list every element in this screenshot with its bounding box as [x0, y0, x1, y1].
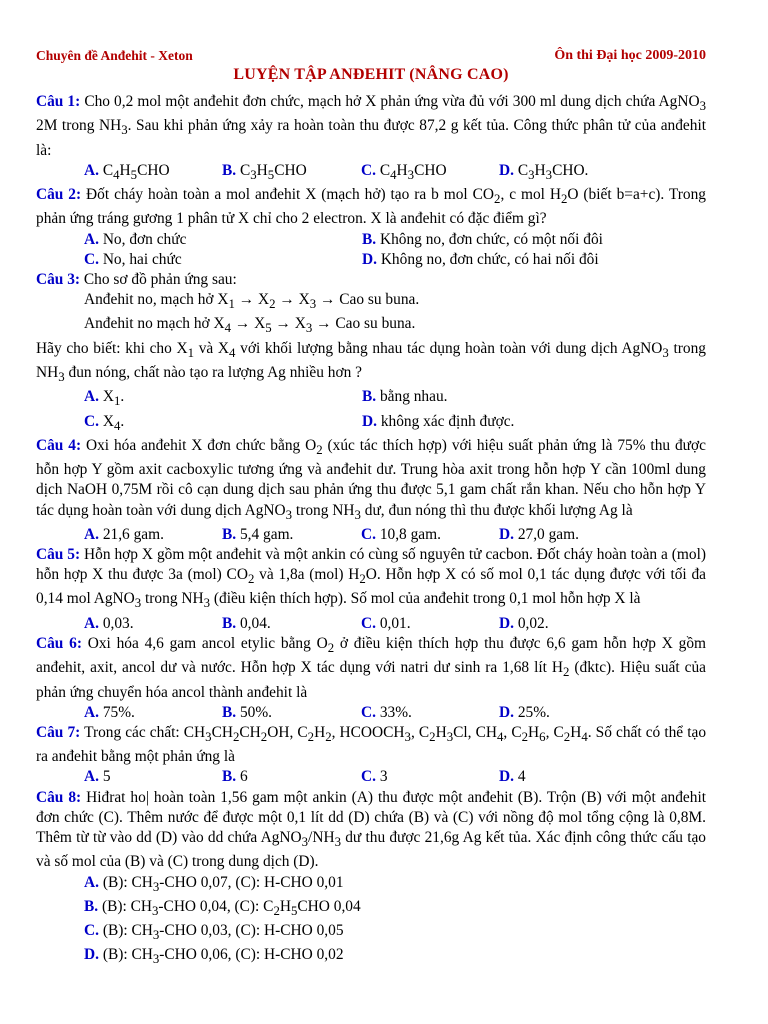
answer-option-a	[84, 387, 362, 411]
option-key: D.	[362, 412, 377, 430]
question-5	[36, 545, 706, 634]
answer-option-a	[84, 230, 362, 250]
answer-options	[36, 161, 706, 185]
answer-options	[36, 387, 706, 436]
option-key: D.	[84, 946, 99, 964]
reaction-scheme-line: Anđehit no, mạch hở $X_1 \to X_2 \to X_3$ → Cao su buna.	[84, 291, 420, 312]
option-key: B.	[222, 614, 237, 632]
question-body: Hiđrat ho| hoàn toàn 1,56 gam một ankin (A) thu được một anđehit (B). Trộn (B) với một anđehit đơn chức (C). Thêm nước để được một 0,1 lít dd (D) chứa (B) và (C) với nồng độ mol tổng cộng là 0,8M. Thêm từ từ vào dd (D) vào dd chứa $AgNO_3/NH_3$ dư thu được 21,6g Ag kết tủa. Xác định công thức cấu tạo và số mol của (B) và (C) trong dung dịch (D).	[36, 788, 706, 871]
option-value: (B): $CH_3$-CHO 0,04, (C): $C_2H_5CHO$ 0,04	[98, 897, 361, 918]
answer-option-c	[84, 921, 706, 945]
question-text	[36, 270, 706, 290]
question-2	[36, 185, 706, 270]
question-text	[36, 545, 706, 614]
question-text	[36, 788, 706, 873]
answer-option-b	[84, 897, 706, 921]
question-7	[36, 723, 706, 788]
question-label: Câu 2:	[36, 186, 82, 204]
answer-option-b	[222, 703, 361, 723]
option-value: $C_3H_3CHO$.	[513, 161, 589, 182]
option-value: $C_4H_3CHO$	[375, 161, 447, 182]
question-text	[36, 185, 706, 229]
option-value: $X_1$.	[98, 388, 125, 409]
option-key: C.	[361, 614, 376, 632]
option-key: B.	[222, 161, 237, 179]
answer-options	[36, 703, 706, 723]
option-key: C.	[84, 250, 99, 268]
option-value: không xác định được.	[376, 412, 515, 430]
answer-option-b	[222, 161, 361, 185]
option-key: A.	[84, 614, 99, 632]
answer-option-c	[84, 250, 362, 270]
answer-option-c	[361, 703, 499, 723]
answer-option-c	[361, 161, 499, 185]
option-key: A.	[84, 703, 99, 721]
answer-option-d	[362, 412, 706, 436]
question-label: Câu 3:	[36, 270, 81, 288]
page-header	[36, 0, 706, 63]
answer-option-d	[499, 767, 706, 787]
option-key: D.	[499, 614, 514, 632]
page-title: LUYỆN TẬP ANĐEHIT (NÂNG CAO)	[233, 66, 509, 83]
question-text	[36, 92, 706, 161]
header-exam: Ôn thi Đại học 2009-2010	[554, 48, 706, 63]
question-label: Câu 1:	[36, 93, 81, 110]
question-label: Câu 7:	[36, 723, 81, 741]
option-value: 5,4 gam.	[236, 525, 294, 543]
answer-options	[36, 614, 706, 634]
option-key: D.	[499, 161, 514, 179]
option-value: 21,6 gam.	[98, 525, 164, 543]
option-value: 5	[98, 768, 111, 786]
option-value: 0,02.	[513, 614, 549, 632]
question-body: Trong các chất: $CH_3CH_2CH_2OH$, $C_2H_2$, $HCOOCH_3$, $C_2H_3Cl$, $CH_4$, $C_2H_6$, $C_2H_4$. Số chất có thể tạo ra anđehit bằng một phản ứng là	[36, 723, 707, 766]
question-text	[36, 634, 706, 703]
question-label: Câu 8:	[36, 788, 82, 806]
question-body: Cho sơ đồ phản ứng sau:	[80, 270, 237, 288]
answer-option-c	[361, 767, 499, 787]
option-key: A.	[84, 873, 99, 891]
option-value: 25%.	[513, 703, 550, 721]
option-value: 4	[513, 768, 526, 786]
question-list	[36, 92, 706, 970]
question-body: Đốt cháy hoàn toàn a mol anđehit X (mạch hở) tạo ra b mol $CO_2$, c mol $H_2O$ (biết b=a+c). Trong phản ứng tráng gương 1 phân tử X chỉ cho 2 electron. X là anđehit có đặc điểm gì?	[36, 186, 706, 228]
question-6	[36, 634, 706, 723]
question-text	[36, 723, 706, 767]
question-8	[36, 788, 706, 970]
option-value: (B): $CH_3$-CHO 0,03, (C): H-CHO 0,05	[98, 922, 344, 943]
option-key: A.	[84, 161, 99, 179]
option-value: No, đơn chức	[98, 230, 187, 248]
option-value: $X_4$.	[98, 412, 125, 433]
question-label: Câu 4:	[36, 436, 82, 454]
option-value: 33%.	[375, 703, 412, 721]
option-key: C.	[361, 768, 376, 786]
answer-options	[36, 525, 706, 545]
answer-option-c	[84, 412, 362, 436]
option-value: Không no, đơn chức, có một nối đôi	[376, 230, 603, 248]
option-key: A.	[84, 768, 99, 786]
answer-option-d	[84, 945, 706, 969]
answer-option-d	[499, 614, 706, 634]
option-key: D.	[499, 525, 514, 543]
question-body: Cho 0,2 mol một anđehit đơn chức, mạch hở X phản ứng vừa đủ với 300 ml dung dịch chứa AgNO$_3$ 2M trong $NH_3$. Sau khi phản ứng xảy ra hoàn toàn thu được 87,2 g kết tủa. Công thức phân tử của anđehit là:	[36, 93, 706, 159]
answer-option-a	[84, 873, 706, 897]
question-text-continued: Hãy cho biết: khi cho $X_1$ và $X_4$ với khối lượng bằng nhau tác dụng hoàn toàn với dung dịch AgNO$_3$ trong $NH_3$ đun nóng, chất nào tạo ra lượng Ag nhiều hơn ?	[36, 339, 706, 385]
answer-option-b	[222, 525, 361, 545]
answer-option-a	[84, 614, 222, 634]
answer-option-d	[362, 250, 706, 270]
answer-option-b	[362, 230, 706, 250]
option-value: 0,03.	[98, 614, 134, 632]
option-value: 0,04.	[236, 614, 271, 632]
option-key: C.	[361, 161, 376, 179]
option-value: 27,0 gam.	[513, 525, 579, 543]
header-topic: Chuyên đề Anđehit - Xeton	[36, 48, 193, 63]
option-key: C.	[84, 922, 99, 940]
answer-option-a	[84, 161, 222, 185]
question-body: Oxi hóa anđehit X đơn chức bằng $O_2$ (xúc tác thích hợp) với hiệu suất phản ứng là 75% thu được hỗn hợp Y gồm axit cacboxylic tương ứng và anđehit dư. Trung hòa axit trong hỗn hợp Y cần 100ml dung dịch NaOH 0,75M rồi cô cạn dung dịch sau phản ứng thu được 5,1 gam chất rắn khan. Nếu cho hỗn hợp Y tác dụng hoàn toàn với dung dịch AgNO$_3$ trong $NH_3$ dư, đun nóng thì thu được khối lượng Ag là	[36, 436, 706, 522]
question-label: Câu 6:	[36, 634, 82, 652]
option-value: (B): $CH_3$-CHO 0,06, (C): H-CHO 0,02	[98, 946, 344, 967]
option-value: (B): $CH_3$-CHO 0,07, (C): H-CHO 0,01	[98, 873, 344, 894]
option-value: Không no, đơn chức, có hai nối đôi	[376, 250, 599, 268]
option-key: C.	[361, 525, 376, 543]
option-value: $C_3H_5CHO$	[236, 161, 307, 182]
question-label: Câu 5:	[36, 546, 81, 563]
option-value: 3	[375, 768, 388, 786]
option-key: D.	[362, 250, 377, 268]
question-1	[36, 92, 706, 185]
answer-option-d	[499, 525, 706, 545]
option-value: 75%.	[98, 703, 135, 721]
option-key: B.	[362, 388, 377, 406]
option-key: D.	[499, 768, 514, 786]
question-3	[36, 270, 706, 436]
option-value: No, hai chức	[98, 250, 182, 268]
option-key: A.	[84, 388, 99, 406]
option-key: C.	[84, 412, 99, 430]
question-body: Hỗn hợp X gồm một anđehit và một ankin có cùng số nguyên tử cacbon. Đốt cháy hoàn toàn a (mol) hỗn hợp X thu được 3a (mol) $CO_2$ và 1,8a (mol) $H_2O$. Hỗn hợp X có số mol 0,1 tác dụng được với tối đa 0,14 mol AgNO$_3$ trong $NH_3$ (điều kiện thích hợp). Số mol của anđehit trong 0,1 mol hỗn hợp X là	[36, 546, 706, 611]
question-body: Oxi hóa 4,6 gam ancol etylic bằng $O_2$ ở điều kiện thích hợp thu được 6,6 gam hỗn hợp X gồm anđehit, axit, ancol dư và nước. Hỗn hợp X tác dụng với natri dư sinh ra 1,68 lít $H_2$ (đktc). Hiệu suất của phản ứng chuyển hóa ancol thành anđehit là	[36, 634, 706, 701]
option-key: B.	[222, 525, 237, 543]
answer-option-c	[361, 614, 499, 634]
answer-options	[36, 767, 706, 787]
option-key: B.	[222, 703, 237, 721]
answer-options	[36, 873, 706, 970]
option-value: 10,8 gam.	[375, 525, 441, 543]
answer-option-d	[499, 703, 706, 723]
answer-option-b	[222, 614, 361, 634]
reaction-scheme-line: Anđehit no mạch hở $X_4 \to X_5 \to X_3$ → Cao su buna.	[84, 315, 416, 336]
option-key: A.	[84, 230, 99, 248]
option-key: A.	[84, 525, 99, 543]
option-value: 0,01.	[375, 614, 411, 632]
option-value: $C_4H_5CHO$	[98, 161, 170, 182]
answer-option-b	[222, 767, 361, 787]
question-text	[36, 436, 706, 525]
answer-option-a	[84, 703, 222, 723]
answer-options	[36, 230, 706, 270]
option-key: B.	[84, 897, 99, 915]
answer-option-b	[362, 387, 706, 411]
option-key: B.	[362, 230, 377, 248]
question-4	[36, 436, 706, 545]
answer-option-a	[84, 767, 222, 787]
option-value: 6	[236, 768, 248, 786]
option-key: C.	[361, 703, 376, 721]
option-value: bằng nhau.	[376, 388, 448, 406]
option-key: B.	[222, 768, 237, 786]
option-value: 50%.	[236, 703, 273, 721]
answer-option-c	[361, 525, 499, 545]
answer-option-d	[499, 161, 706, 185]
option-key: D.	[499, 703, 514, 721]
answer-option-a	[84, 525, 222, 545]
